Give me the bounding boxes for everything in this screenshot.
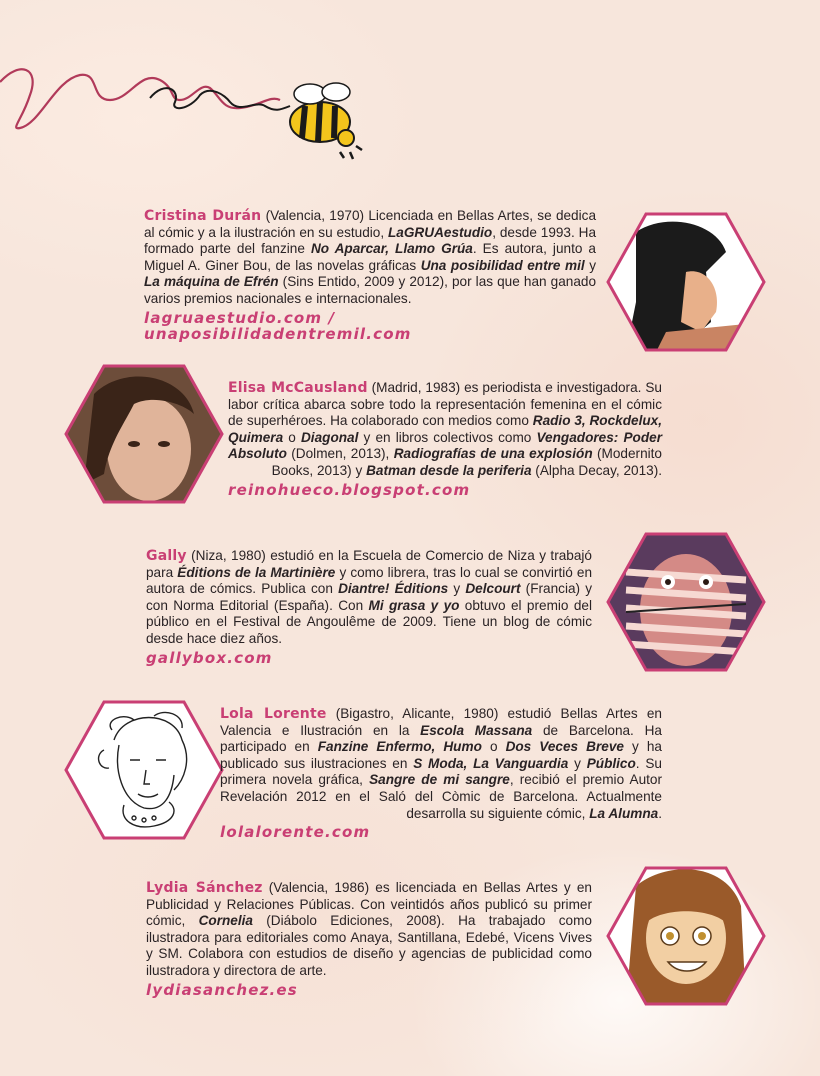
author-website-link[interactable]: lydiasanchez.es <box>146 980 298 999</box>
author-name: Elisa McCausland <box>228 380 368 396</box>
author-entry <box>144 208 596 343</box>
author-entry <box>220 706 662 841</box>
author-bio: Cristina Durán (Valencia, 1970) Licenciada en Bellas Artes, se dedica al cómic y a la ilustración en su estudio, LaGRUAestudio, desde 1993. Ha formado parte del fanzine No Aparcar, Llamo Grúa. Es autora, junto a Miguel A. Giner Bou, de las novelas gráficas Una posibilidad entre mil y La máquina de Efrén (Sins Entido, 2009 y 2012), por las que han ganado varios premios nacionales e internacionales. <box>144 208 597 306</box>
author-bio: Lola Lorente (Bigastro, Alicante, 1980) estudió Bellas Artes en Valencia e Ilustración en la Escola Massana de Barcelona. Ha participado en Fanzine Enfermo, Humo o Dos Veces Breve y ha publicado sus ilustraciones en S Moda, La Vanguardia y Público. Su primera novela gráfica, Sangre de mi sangre, recibió el premio Autor Revelación 2012 en el Saló del Còmic de Barcelona. Actualmente desarrolla su siguiente cómic, La Alumna. <box>220 706 662 821</box>
author-bio: Elisa McCausland (Madrid, 1983) es periodista e investigadora. Su labor crítica abarca sobre todo la representación femenina en el cómic de superhéroes. Ha colaborado con medios como Radio 3, Rockdelux, Quimera o Diagonal y en libros colectivos como Vengadores: Poder Absoluto (Dolmen, 2013), Radiografías de una explosión (Modernito Books, 2013) y Batman desde la periferia (Alpha Decay, 2013). <box>228 380 662 478</box>
author-name: Cristina Durán <box>144 208 262 224</box>
author-portrait-hexagon <box>606 532 766 672</box>
author-name: Lydia Sánchez <box>146 880 263 896</box>
author-entry <box>146 880 592 998</box>
author-bio: Lydia Sánchez (Valencia, 1986) es licenciada en Bellas Artes y en Publicidad y Relaciones Públicas. Con veintidós años publicó su primer cómic, Cornelia (Diábolo Ediciones, 2008). Ha trabajado como ilustradora para editoriales como Anaya, Santillana, Edebé, Vicens Vives y SM. Colabora con estudios de diseño y agencias de publicidad como ilustradora y directora de arte. <box>146 880 592 978</box>
author-name: Lola Lorente <box>220 706 327 722</box>
author-entry <box>228 380 662 498</box>
bee-icon <box>290 83 362 159</box>
author-portrait-hexagon <box>606 212 766 352</box>
author-entry <box>146 548 592 666</box>
author-name: Gally <box>146 548 187 564</box>
author-portrait-hexagon <box>64 364 224 504</box>
author-website-link[interactable]: lolalorente.com <box>220 823 371 842</box>
author-website-link[interactable]: reinohueco.blogspot.com <box>228 480 471 499</box>
flight-trail <box>0 69 280 128</box>
bee-doodle-illustration <box>0 40 400 180</box>
author-portrait-hexagon <box>606 866 766 1006</box>
author-bio: Gally (Niza, 1980) estudió en la Escuela de Comercio de Niza y trabajó para Éditions de la Martinière y como librera, tras lo cual se convirtió en autora de cómics. Publica con Diantre! Éditions y Delcourt (Francia) y con Norma Editorial (España). Con Mi grasa y yo obtuvo el premio del público en el Festival de Angoulême de 2009. Tiene un blog de cómic desde hace diez años. <box>146 548 593 646</box>
author-portrait-hexagon <box>64 700 224 840</box>
author-website-link[interactable]: gallybox.com <box>146 648 273 667</box>
author-website-link[interactable]: lagruaestudio.com / unaposibilidadentremil.com <box>144 308 412 344</box>
